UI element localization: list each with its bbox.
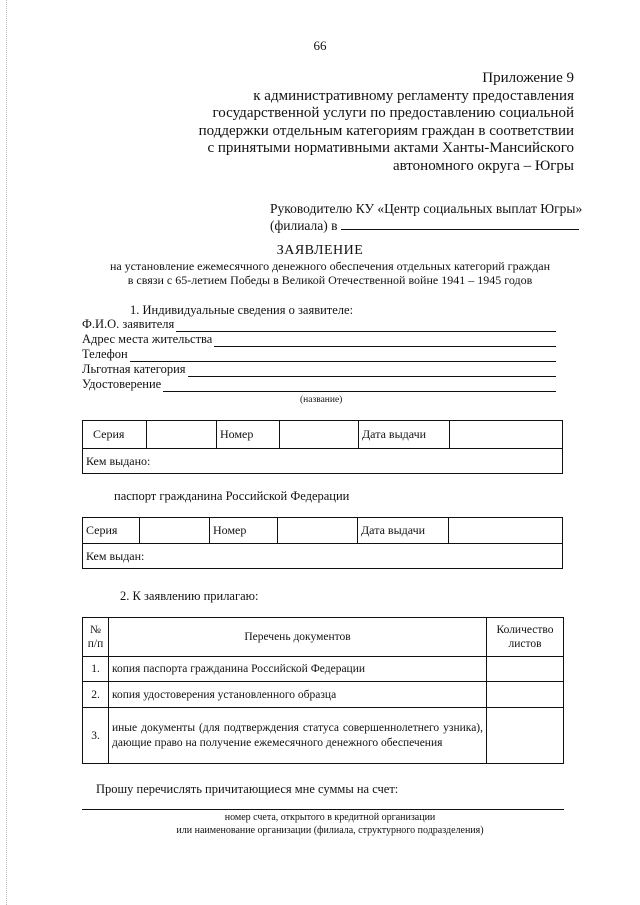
qty-header-line2: листов <box>508 638 542 650</box>
page-number: 66 <box>313 38 327 53</box>
addressee-line1: Руководителю КУ «Центр социальных выплат Югры» <box>270 201 583 216</box>
series-field[interactable] <box>140 518 210 544</box>
account-note-line1: номер счета, открытого в кредитной организации <box>224 812 436 823</box>
category-label: Льготная категория <box>82 362 186 376</box>
row-document: иные документы (для подтверждения статуса совершеннолетнего узника), дающие право на получение ежемесячного денежного обеспечения <box>109 708 487 764</box>
row-quantity-field[interactable] <box>487 657 564 682</box>
series-label: Серия <box>83 421 147 449</box>
number-field[interactable] <box>280 421 359 449</box>
attachments-table <box>82 617 564 764</box>
list-header: Перечень документов <box>109 618 487 657</box>
scan-edge <box>6 0 7 905</box>
appendix-line: автономного округа – Югры <box>392 157 574 174</box>
appendix-line: Приложение 9 <box>482 70 574 86</box>
addressee-line2 <box>270 217 582 234</box>
phone-row <box>82 347 556 362</box>
appendix-line: государственной услуги по предоставлению социальной <box>212 105 574 121</box>
certificate-name-note: (название) <box>300 395 343 405</box>
section1-heading: 1. Индивидуальные сведения о заявителе: <box>130 303 354 317</box>
issue-date-label: Дата выдачи <box>359 421 450 449</box>
account-note <box>0 811 640 837</box>
phone-field[interactable] <box>130 350 556 362</box>
num-header <box>83 618 109 657</box>
row-number: 2. <box>83 682 109 708</box>
addressee-block <box>270 200 582 234</box>
document-subtitle <box>0 259 640 287</box>
row-quantity-field[interactable] <box>487 682 564 708</box>
subtitle-line1: на установление ежемесячного денежного обеспечения отдельных категорий граждан <box>109 259 551 273</box>
issue-date-field[interactable] <box>450 421 563 449</box>
row-document: копия удостоверения установленного образца <box>109 682 487 708</box>
row-document: копия паспорта гражданина Российской Федерации <box>109 657 487 682</box>
issued-by-label: Кем выдано: <box>86 453 151 468</box>
certificate-details-table <box>82 420 563 474</box>
document-title: ЗАЯВЛЕНИЕ <box>276 243 364 258</box>
phone-label: Телефон <box>82 347 128 361</box>
table-row <box>83 682 564 708</box>
fio-row <box>82 317 556 332</box>
address-field[interactable] <box>214 335 556 347</box>
series-label: Серия <box>83 518 140 544</box>
branch-name-field[interactable] <box>341 217 579 230</box>
certificate-row <box>82 377 556 392</box>
table-row <box>83 657 564 682</box>
num-header-line1: № <box>90 624 101 636</box>
number-label: Номер <box>210 518 278 544</box>
appendix-header <box>199 70 574 175</box>
issue-date-field[interactable] <box>449 518 563 544</box>
fio-field[interactable] <box>176 320 556 332</box>
number-field[interactable] <box>278 518 358 544</box>
passport-label: паспорт гражданина Российской Федерации <box>114 489 350 503</box>
appendix-line: поддержки отдельным категориям граждан в соответствии <box>198 122 574 139</box>
table-row <box>83 708 564 764</box>
issued-by-label: Кем выдан: <box>86 548 145 563</box>
certificate-label: Удостоверение <box>82 377 162 391</box>
issued-by-cell[interactable] <box>83 449 563 474</box>
series-field[interactable] <box>147 421 217 449</box>
account-field[interactable] <box>82 809 564 810</box>
appendix-line: с принятыми нормативными актами Ханты-Мансийского <box>207 140 574 156</box>
row-number: 3. <box>83 708 109 764</box>
num-header-line2: п/п <box>87 638 104 650</box>
category-field[interactable] <box>188 365 556 377</box>
issue-date-label: Дата выдачи <box>358 518 449 544</box>
subtitle-line2: в связи с 65-летием Победы в Великой Отечественной войне 1941 – 1945 годов <box>127 273 533 287</box>
passport-details-table <box>82 517 563 569</box>
number-label: Номер <box>217 421 280 449</box>
row-number: 1. <box>83 657 109 682</box>
fio-label: Ф.И.О. заявителя <box>82 317 175 331</box>
account-note-line2: или наименование организации (филиала, структурного подразделения) <box>176 825 484 836</box>
address-label: Адрес места жительства <box>82 332 213 346</box>
qty-header <box>487 618 564 657</box>
issued-by-cell[interactable] <box>83 544 563 569</box>
appendix-line: к административному регламенту предоставления <box>253 87 574 104</box>
category-row <box>82 362 556 377</box>
certificate-field[interactable] <box>163 380 556 392</box>
section2-heading: 2. К заявлению прилагаю: <box>120 589 259 603</box>
qty-header-line1: Количество <box>496 624 554 636</box>
address-row <box>82 332 556 347</box>
addressee-branch-label: (филиала) в <box>270 218 338 233</box>
payment-request: Прошу перечислять причитающиеся мне суммы на счет: <box>96 782 399 796</box>
row-quantity-field[interactable] <box>487 708 564 764</box>
